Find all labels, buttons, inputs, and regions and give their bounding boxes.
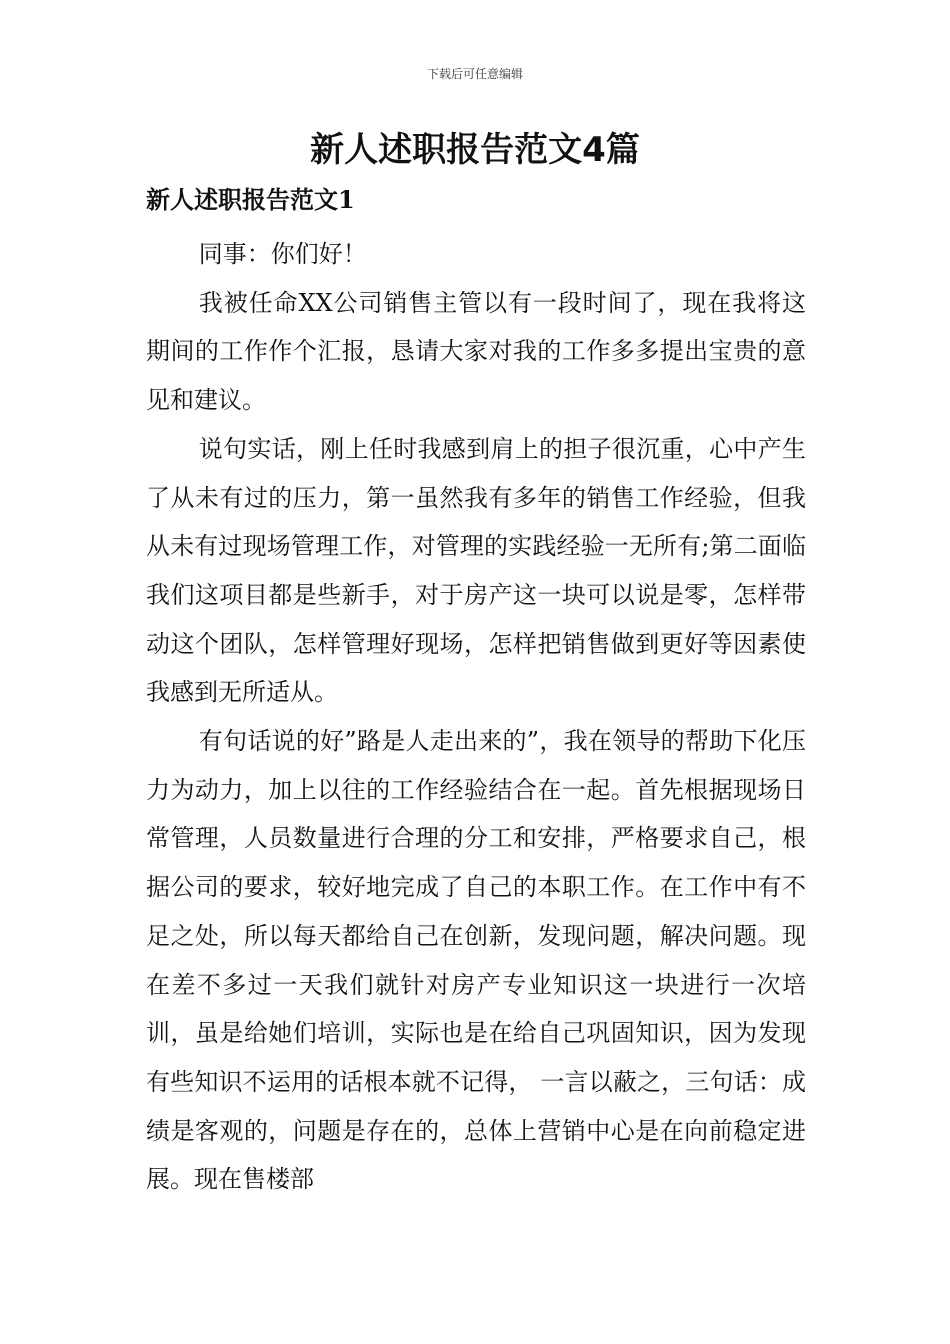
body-paragraph: 说句实话，刚上任时我感到肩上的担子很沉重，心中产生了从未有过的压力，第一虽然我有多年的销售工作经验，但我从未有过现场管理工作，对管理的实践经验一无所有;第二面临我们这项目都是些新手，对于房产这一块可以说是零，怎样带动这个团队，怎样管理好现场，怎样把销售做到更好等因素使我感到无所适从。 [146, 434, 806, 707]
header-note: 下载后可任意编辑 [426, 67, 523, 81]
body-paragraph: 我被任命XX公司销售主管以有一段时间了，现在我将这期间的工作作个汇报，恳请大家对我的工作多多提出宝贵的意见和建议。 [146, 288, 806, 415]
document-body [146, 230, 806, 1204]
document-title: 新人述职报告范文4篇 [310, 130, 640, 170]
greeting-paragraph: 同事：你们好！ [198, 240, 367, 268]
section-title: 新人述职报告范文1 [146, 185, 355, 214]
body-paragraph: 有句话说的好”路是人走出来的”，我在领导的帮助下化压力为动力，加上以往的工作经验结合在一起。首先根据现场日常管理，人员数量进行合理的分工和安排，严格要求自己，根据公司的要求，较好地完成了自己的本职工作。在工作中有不足之处，所以每天都给自己在创新，发现问题，解决问题。现在差不多过一天我们就针对房产专业知识这一块进行一次培训，虽是给她们培训，实际也是在给自己巩固知识，因为发现有些知识不运用的话根本就不记得， 一言以蔽之，三句话：成绩是客观的，问题是存在的，总体上营销中心是在向前稳定进展。现在售楼部 [146, 727, 806, 1194]
